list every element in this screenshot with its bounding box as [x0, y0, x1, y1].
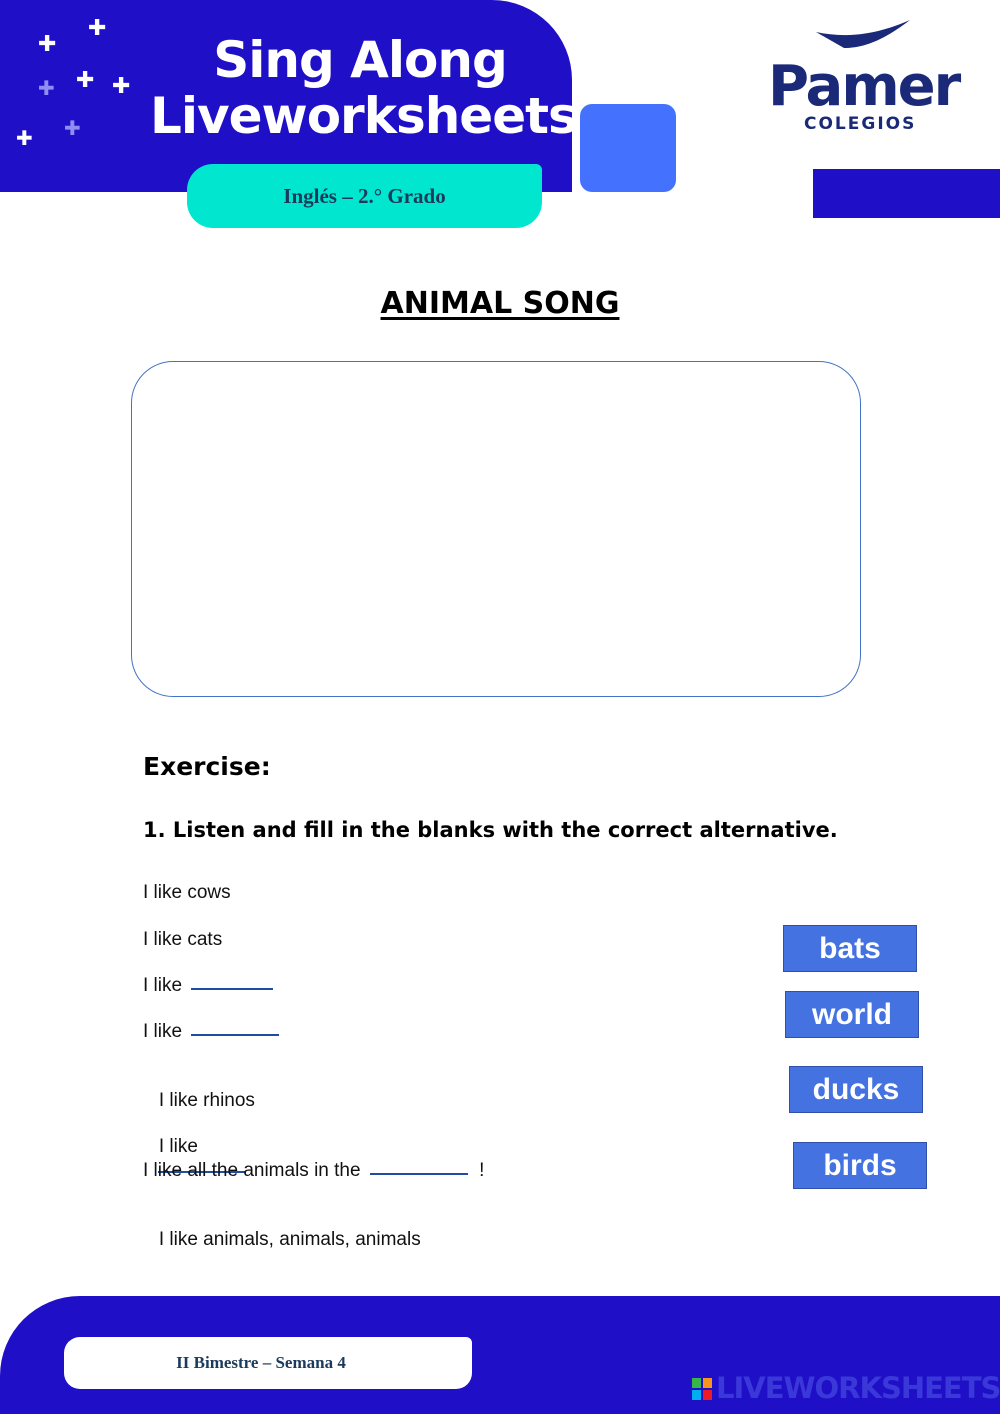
- decorative-bar: [813, 169, 1000, 218]
- lyric-line: [143, 975, 273, 997]
- answer-blank[interactable]: [191, 1034, 279, 1036]
- lyric-line: [143, 1068, 255, 1112]
- liveworksheets-watermark: LIVEWORKSHEETS: [716, 1371, 1000, 1405]
- lyric-text: I like rhinos: [153, 1090, 255, 1111]
- plus-icon: ✚: [16, 126, 33, 150]
- answer-blank[interactable]: [191, 988, 273, 990]
- exercise-instruction: 1. Listen and fill in the blanks with the correct alternative.: [143, 818, 838, 842]
- exercise-heading: Exercise:: [143, 752, 271, 781]
- plus-icon: ✚: [38, 32, 57, 57]
- plus-icon: ✚: [88, 16, 107, 41]
- lyric-text: I like: [143, 1021, 183, 1042]
- logo-swoosh-icon: [814, 18, 914, 54]
- plus-icon: ✚: [112, 74, 131, 99]
- decorative-square: [580, 104, 676, 192]
- banner-title-line1: Sing Along: [213, 31, 507, 89]
- lyric-punctuation: !: [479, 1160, 485, 1181]
- logo-word: Pamer: [768, 54, 960, 119]
- lyric-line: [143, 1160, 484, 1182]
- lyric-text: I like animals, animals, animals: [153, 1229, 421, 1250]
- banner-title: [150, 31, 577, 145]
- option-bats[interactable]: bats: [783, 925, 917, 972]
- option-ducks[interactable]: ducks: [789, 1066, 923, 1113]
- liveworksheets-logo-icon: [692, 1378, 712, 1400]
- video-placeholder[interactable]: [131, 361, 861, 697]
- option-birds[interactable]: birds: [793, 1142, 927, 1189]
- lyric-line: [143, 882, 231, 904]
- period-label: II Bimestre – Semana 4: [176, 1353, 346, 1372]
- plus-icon: ✚: [76, 68, 95, 93]
- option-world[interactable]: world: [785, 991, 919, 1038]
- lyric-text: I like cats: [143, 929, 223, 950]
- page-title: ANIMAL SONG: [380, 286, 620, 321]
- lyric-text: I like all the animals in the: [143, 1160, 361, 1181]
- lyric-text: I like: [153, 1136, 198, 1157]
- logo-subtitle: COLEGIOS: [804, 114, 917, 134]
- grade-tab: [187, 164, 542, 228]
- lyric-text: I like: [143, 975, 183, 996]
- lyric-line: [143, 1207, 421, 1251]
- grade-label: Inglés – 2.° Grado: [283, 184, 446, 208]
- school-logo: [766, 18, 966, 138]
- plus-icon: ✚: [64, 116, 81, 140]
- plus-icon: ✚: [38, 76, 55, 100]
- lyric-text: I like cows: [143, 882, 231, 903]
- lyric-line: [143, 1021, 279, 1043]
- lyric-line: [143, 929, 222, 951]
- footer-tab: [64, 1337, 472, 1389]
- banner-title-line2: Liveworksheets: [150, 87, 577, 145]
- answer-blank[interactable]: [370, 1173, 468, 1175]
